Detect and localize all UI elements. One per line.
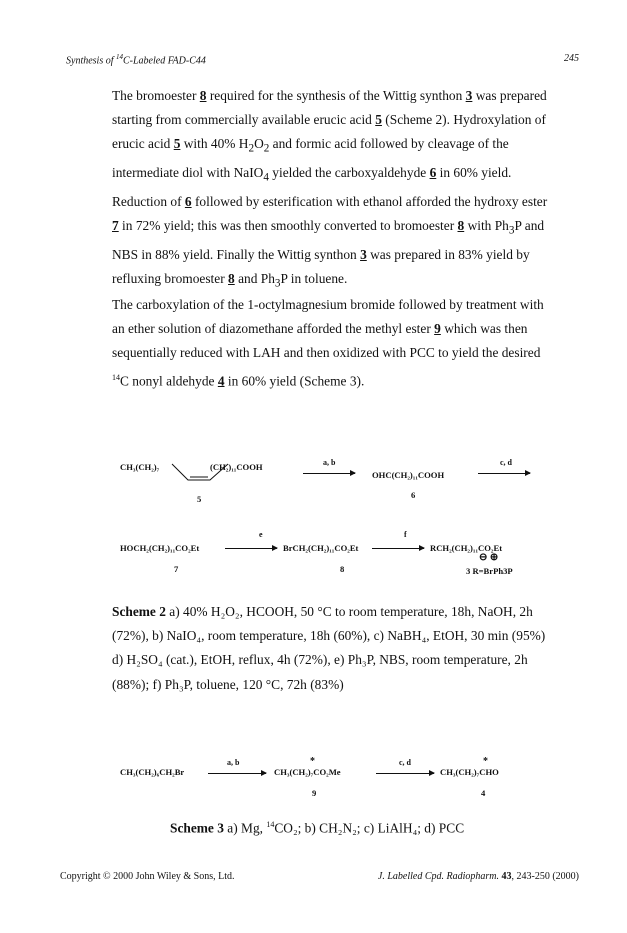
arrow-cd-label: c, d [500, 458, 512, 467]
label-star-4: * [483, 756, 488, 767]
compound-7: HOCH₂(CH₂)₁₁CO₂Et [120, 543, 200, 553]
compound-9-number: 9 [312, 788, 317, 798]
journal-citation: J. Labelled Cpd. Radiopharm. 43, 243-250 (2000) [377, 871, 579, 882]
reaction-arrow [478, 473, 530, 474]
copyright: Copyright © 2000 John Wiley & Sons, Ltd. [60, 871, 235, 882]
compound-7-number: 7 [174, 564, 179, 574]
compound-6: OHC(CH₂)₁₁COOH [372, 470, 445, 480]
compound-3: RCH₂(CH₂)₁₁CO₂Et [430, 543, 503, 553]
reaction-arrow [372, 548, 424, 549]
paragraph-carboxylation: The carboxylation of the 1-octylmagnesium bromide followed by treatment with an ether solution of diazomethane afforded the methyl ester 9 which was then sequentially reduced with LAH and then oxidized with PCC to yield the desired $^{14}$C nonyl aldehyde 4 in 60% yield (Scheme 3). [112, 297, 544, 389]
compound-9: CH₃(CH₂)₇CO₂Me [274, 767, 341, 777]
compound-4: CH₃(CH₂)₇CHO [440, 767, 499, 777]
reaction-arrow [225, 548, 277, 549]
scheme-3-caption: Scheme 3 a) Mg, $^{14}$CO₂; b) CH₂N₂; c) LiAlH₄; d) PCC [170, 820, 465, 836]
compound-5-number: 5 [197, 494, 202, 504]
compound-8-number: 8 [340, 564, 345, 574]
compound-5-left: CH₃(CH₂)₇ [120, 462, 160, 472]
arrow-ab-label: a, b [323, 458, 336, 467]
label-star-9: * [310, 756, 315, 767]
compound-5-right: (CH₂)₁₁COOH [210, 462, 263, 472]
reaction-arrow [376, 773, 434, 774]
charge-symbols: ⊖ ⊕ [479, 552, 499, 563]
scheme-2-caption: Scheme 2 a) 40% H₂O₂, HCOOH, 50 °C to room temperature, 18h, NaOH, 2h (72%), b) NaIO₄, room temperature, 18h (60%), c) NaBH₄, EtOH, 30 min (95%) d) H₂SO₄ (cat.), EtOH, reflux, 4h (72%), e) Ph₃P, NBS, room temperature, 2h (88%); f) Ph₃P, toluene, 120 °C, 72h (83%) [112, 604, 546, 692]
reaction-arrow [208, 773, 266, 774]
compound-octyl-bromide: CH₃(CH₂)₆CH₂Br [120, 767, 185, 777]
paragraph-bromoester: The bromoester 8 required for the synthesis of the Wittig synthon 3 was prepared starting from commercially available erucic acid 5 (Scheme 2). Hydroxylation of erucic acid 5 with 40% $H_2O_2$ and formic acid followed by cleavage of the intermediate diol with NaIO$_4$ yielded the carboxyaldehyde 6 in 60% yield. Reduction of 6 followed by esterification with ethanol afforded the hydroxy ester 7 in 72% yield; this was then smoothly converted to bromoester 8 with $Ph_3P$ and NBS in 88% yield. Finally the Wittig synthon 3 was prepared in 83% yield by refluxing bromoester 8 and $Ph_3P$ in toluene. [112, 88, 548, 291]
arrow-f-label: f [404, 530, 407, 539]
arrow-e-label: e [259, 530, 263, 539]
compound-8: BrCH₂(CH₂)₁₁CO₂Et [283, 543, 359, 553]
arrow-ab-label: a, b [227, 758, 240, 767]
compound-3-number: 3 R=BrPh3P [466, 566, 513, 576]
compound-4-number: 4 [481, 788, 486, 798]
running-title: Synthesis of $^{14}$C-Labeled FAD-C44 [66, 53, 206, 67]
compound-6-number: 6 [411, 490, 416, 500]
page-number: 245 [564, 53, 579, 64]
reaction-arrow [303, 473, 355, 474]
arrow-cd-label: c, d [399, 758, 411, 767]
